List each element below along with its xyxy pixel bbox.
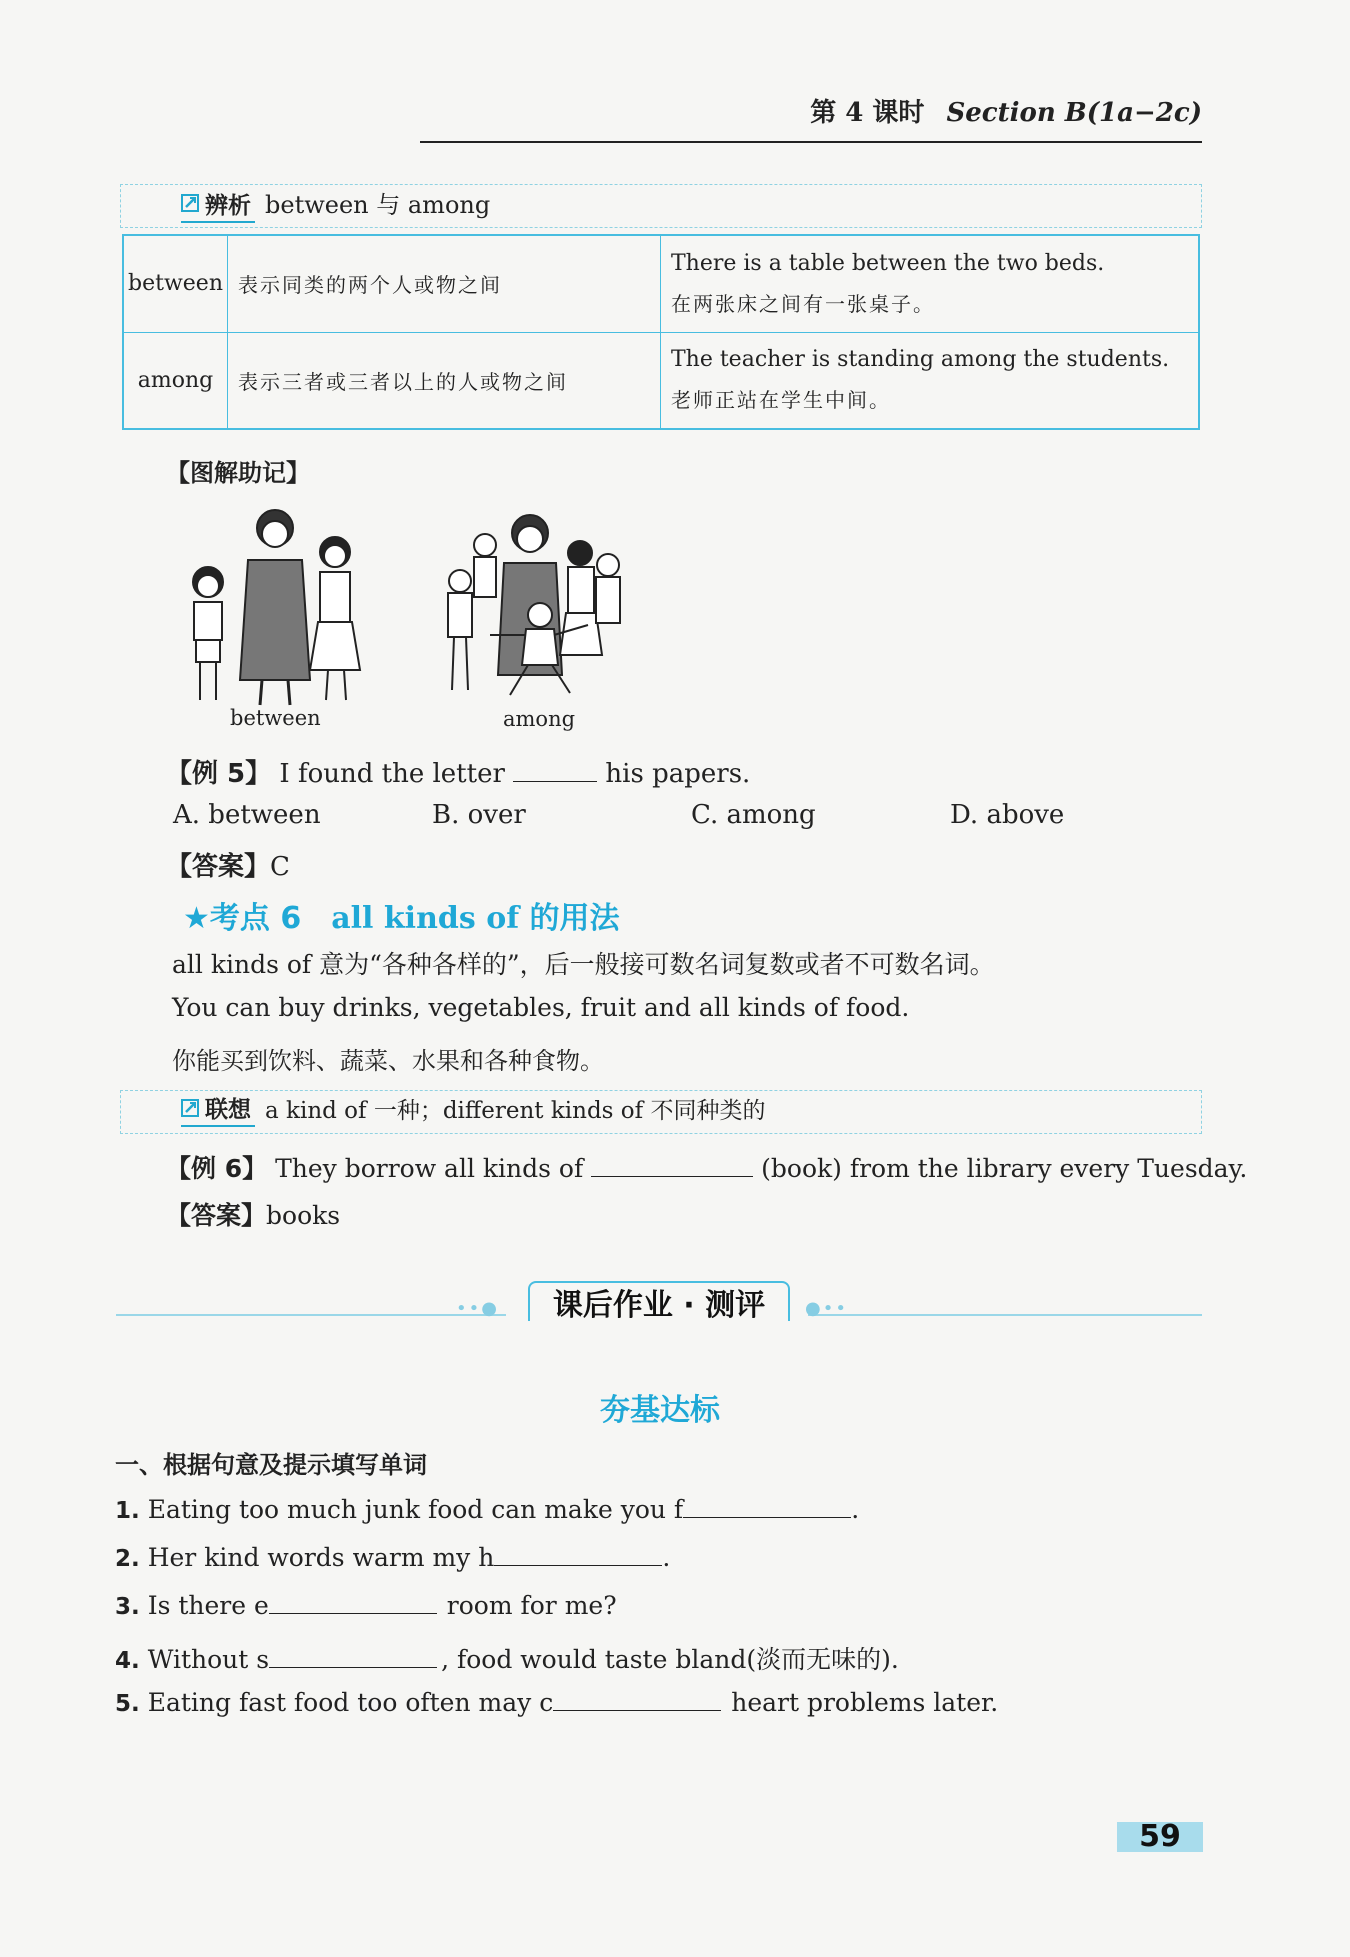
tip-label: 辨析 [181, 187, 255, 223]
header-rule [420, 141, 1202, 143]
point-6-sentence-en: You can buy drinks, vegetables, fruit and all kinds of food. [172, 993, 910, 1022]
banner-rule-left [116, 1314, 506, 1316]
lesson-label: 第 4 课时 [810, 98, 925, 128]
exercise-item: 1. Eating too much junk food can make you f . [115, 1495, 860, 1524]
word-cell: between [123, 235, 227, 332]
table-row [123, 332, 1199, 429]
option-a: A. between [173, 800, 321, 830]
table-row [123, 235, 1199, 332]
mnemonic-label: 【图解助记】 [166, 459, 310, 487]
among-illustration [430, 505, 640, 705]
example-cn: 老师正站在学生中间。 [670, 388, 891, 413]
section-label: Section B(1a−2c) [946, 98, 1202, 128]
page-header [810, 92, 1202, 129]
banner-rule-right [808, 1314, 1202, 1316]
point-title: ★考点 6 [183, 901, 302, 936]
tip-label: 联想 [181, 1091, 255, 1127]
example-5-answer [166, 846, 290, 883]
section-subhead: 夯基达标 [600, 1393, 720, 1428]
tip-bar-associate [120, 1090, 1202, 1134]
point-topic: all kinds of 的用法 [331, 901, 620, 936]
answer-value: books [266, 1201, 341, 1230]
between-illustration [170, 500, 380, 710]
caption-among: among [503, 707, 576, 731]
example-text-after: (book) from the library every Tuesday. [761, 1154, 1248, 1183]
exercise-item: 2. Her kind words warm my h . [115, 1543, 671, 1572]
option-c: C. among [691, 800, 816, 830]
pencil-note-icon [181, 1098, 201, 1118]
example-cell [660, 332, 1199, 429]
pencil-note-icon [181, 193, 201, 213]
tip-text: between 与 among [265, 191, 491, 219]
point-6-description: all kinds of 意为“各种各样的”，后一般接可数名词复数或者不可数名词。 [172, 950, 995, 979]
exercise-title: 一、根据句意及提示填写单词 [115, 1451, 427, 1479]
option-d: D. above [950, 800, 1065, 830]
caption-between: between [230, 706, 321, 730]
example-text-after: his papers. [605, 759, 751, 789]
example-text-before: I found the letter [279, 759, 505, 789]
example-cn: 在两张床之间有一张桌子。 [670, 291, 935, 316]
answer-blank [269, 1645, 437, 1668]
answer-tag: 【答案】 [166, 1201, 267, 1230]
exercise-item: 3. Is there e room for me? [115, 1591, 617, 1620]
example-text-before: They borrow all kinds of [275, 1154, 584, 1183]
option-b: B. over [432, 800, 526, 830]
homework-banner: 课后作业 · 测评 [528, 1281, 790, 1321]
answer-blank [513, 759, 597, 782]
banner-dots-left: ••● [456, 1298, 499, 1319]
exercise-item: 4. Without s , food would taste bland(淡而无味的). [115, 1645, 899, 1674]
example-6 [166, 1149, 1247, 1185]
answer-blank [683, 1495, 851, 1518]
banner-dots-right: ●•• [805, 1298, 848, 1319]
answer-value: C [270, 852, 290, 882]
example-en: There is a table between the two beds. [670, 250, 1105, 276]
example-cell [660, 235, 1199, 332]
point-6-heading [183, 893, 620, 937]
meaning-cell: 表示三者或三者以上的人或物之间 [227, 332, 660, 429]
example-tag: 【例 6】 [166, 1154, 268, 1183]
meaning-cell: 表示同类的两个人或物之间 [227, 235, 660, 332]
answer-blank [269, 1591, 437, 1614]
comparison-table [122, 234, 1200, 430]
example-6-answer [166, 1196, 340, 1232]
exercise-item: 5. Eating fast food too often may c heart problems later. [115, 1688, 999, 1717]
tip-text: a kind of 一种；different kinds of 不同种类的 [265, 1097, 766, 1124]
answer-blank [591, 1154, 753, 1177]
example-en: The teacher is standing among the students. [670, 347, 1170, 373]
point-6-sentence-cn: 你能买到饮料、蔬菜、水果和各种食物。 [172, 1047, 604, 1075]
example-5 [166, 753, 750, 790]
answer-blank [494, 1543, 662, 1566]
page-number: 59 [1117, 1822, 1203, 1852]
word-cell: among [123, 332, 227, 429]
answer-tag: 【答案】 [166, 852, 271, 882]
example-tag: 【例 5】 [166, 759, 272, 789]
answer-blank [553, 1688, 721, 1711]
tip-bar-distinguish [120, 184, 1202, 228]
